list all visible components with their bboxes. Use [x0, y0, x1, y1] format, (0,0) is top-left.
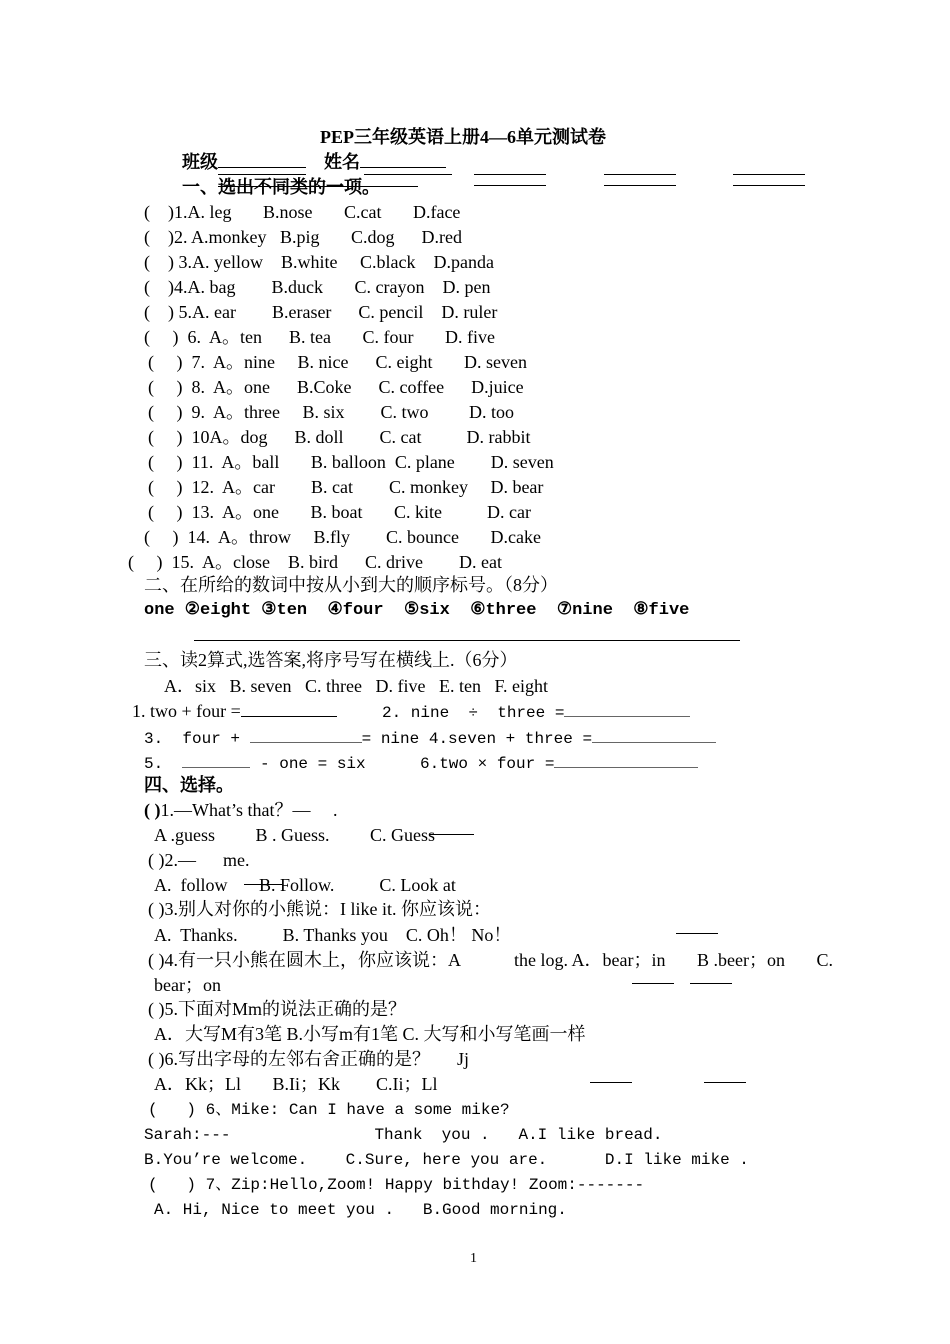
list-item: ( ) 5.A. ear B.eraser C. pencil D. ruler — [144, 302, 498, 322]
decor-line — [690, 983, 732, 984]
answer-line[interactable] — [194, 640, 740, 641]
decor-line — [604, 174, 676, 175]
question-6b: ( ) 6、Mike: Can I have a some mike? — [148, 1101, 510, 1119]
question-1: ( )1.—What’s that？— . — [144, 800, 338, 820]
decor-line — [218, 174, 306, 175]
list-item: ( ) 9. A。three B. six C. two D. too — [148, 402, 514, 422]
equation-2-blank[interactable] — [564, 700, 690, 717]
equation-3-blank[interactable] — [250, 726, 362, 743]
decor-line — [704, 1082, 746, 1083]
equation-6: 6.two × four = — [420, 751, 698, 775]
question-5: ( )5.下面对Mm的说法正确的是？ — [148, 999, 406, 1019]
decor-line — [590, 1082, 632, 1083]
question-6b-options-a: Sarah:--- Thank you . A.I like bread. — [144, 1126, 663, 1144]
list-item: ( ) 12. A。car B. cat C. monkey D. bear — [148, 477, 544, 497]
decor-line — [733, 174, 805, 175]
question-2: ( )2.— me. — [148, 850, 250, 870]
question-5-options: A．大写M有3笔 B.小写m有1笔 C. 大写和小写笔画一样 — [154, 1024, 586, 1044]
list-item: ( ) 7. A。nine B. nice C. eight D. seven — [148, 352, 527, 372]
decor-line — [604, 185, 676, 186]
class-blank[interactable] — [218, 151, 306, 168]
equation-3-4: 3. four + = nine 4.seven + three = — [144, 726, 716, 750]
list-item: ( ) 3.A. yellow B.white C.black D.panda — [144, 252, 494, 272]
question-2-options: A. follow B. Follow. C. Look at — [154, 875, 456, 895]
list-item: ( )1.A. leg B.nose C.cat D.face — [144, 202, 461, 222]
page-title: PEP三年级英语上册4—6单元测试卷 — [320, 127, 606, 147]
equation-6-blank[interactable] — [554, 751, 698, 768]
equation-4-blank[interactable] — [592, 726, 716, 743]
equation-1: 1. two + four = — [132, 700, 337, 722]
list-item: ( ) 6. A。ten B. tea C. four D. five — [144, 327, 495, 347]
decor-line — [474, 174, 546, 175]
decor-line — [632, 983, 674, 984]
equation-2: 2. nine ÷ three = — [382, 700, 690, 724]
list-item: ( ) 10A。dog B. doll C. cat D. rabbit — [148, 427, 531, 447]
question-4: ( )4.有一只小熊在圆木上，你应该说：A the log. A．bear；in B .beer；on C. — [148, 950, 833, 970]
list-item: ( )4.A. bag B.duck C. crayon D. pen — [144, 277, 491, 297]
equation-5: 5. - one = six — [144, 751, 366, 775]
question-7: ( ) 7、Zip:Hello,Zoom! Happy bithday! Zoom:------- — [148, 1176, 645, 1194]
section2-heading: 二、在所给的数词中按从小到大的顺序标号。（8分） — [144, 575, 558, 595]
question-7-options: A. Hi, Nice to meet you . B.Good morning. — [154, 1201, 567, 1219]
decor-line — [676, 933, 718, 934]
question-6-options: A．Kk；Ll B.Ii；Kk C.Ii；Ll — [154, 1074, 438, 1094]
number-words: one ②eight ③ten ④four ⑤six ⑥three ⑦nine ⑧five — [144, 601, 690, 620]
strike-line — [244, 884, 282, 885]
list-item: ( )2. A.monkey B.pig C.dog D.red — [144, 227, 462, 247]
section3-heading: 三、读2算式,选答案,将序号写在横线上.（6分） — [144, 650, 518, 670]
strike-line — [430, 834, 474, 835]
name-blank[interactable] — [360, 151, 446, 168]
list-item: ( ) 8. A。one B.Coke C. coffee D.juice — [148, 377, 524, 397]
decor-line — [474, 185, 546, 186]
section1-heading: 一、选出不同类的一项。 — [182, 177, 380, 197]
decor-line — [733, 185, 805, 186]
list-item: ( ) 11. A。ball B. balloon C. plane D. seven — [148, 452, 554, 472]
page-number: 1 — [470, 1251, 477, 1266]
list-item: ( ) 15. A。close B. bird C. drive D. eat — [128, 552, 502, 572]
question-3-options: A. Thanks. B. Thanks you C. Oh！ No！ — [154, 925, 512, 945]
equation-5-blank[interactable] — [182, 751, 250, 768]
list-item: ( ) 13. A。one B. boat C. kite D. car — [148, 502, 531, 522]
list-item: ( ) 14. A。throw B.fly C. bounce D.cake — [144, 527, 541, 547]
decor-line — [364, 174, 452, 175]
class-field — [182, 151, 446, 173]
question-6b-options-b: B.You’re welcome. C.Sure, here you are. D.I like mike . — [144, 1151, 749, 1169]
strike-line — [218, 186, 418, 187]
question-6: ( )6.写出字母的左邻右舍正确的是？ Jj — [148, 1049, 469, 1069]
section4-heading: 四、选择。 — [144, 775, 234, 795]
class-label: 班级 — [182, 152, 218, 172]
question-3: ( )3.别人对你的小熊说：I like it. 你应该说： — [148, 899, 491, 919]
question-4-cont: bear；on — [154, 975, 221, 995]
equation-1-blank[interactable] — [241, 700, 337, 717]
name-label: 姓名 — [324, 152, 360, 172]
question-1-options: A .guess B . Guess. C. Guess — [154, 825, 436, 845]
answer-options: A．six B. seven C. three D. five E. ten F. eight — [164, 676, 549, 696]
